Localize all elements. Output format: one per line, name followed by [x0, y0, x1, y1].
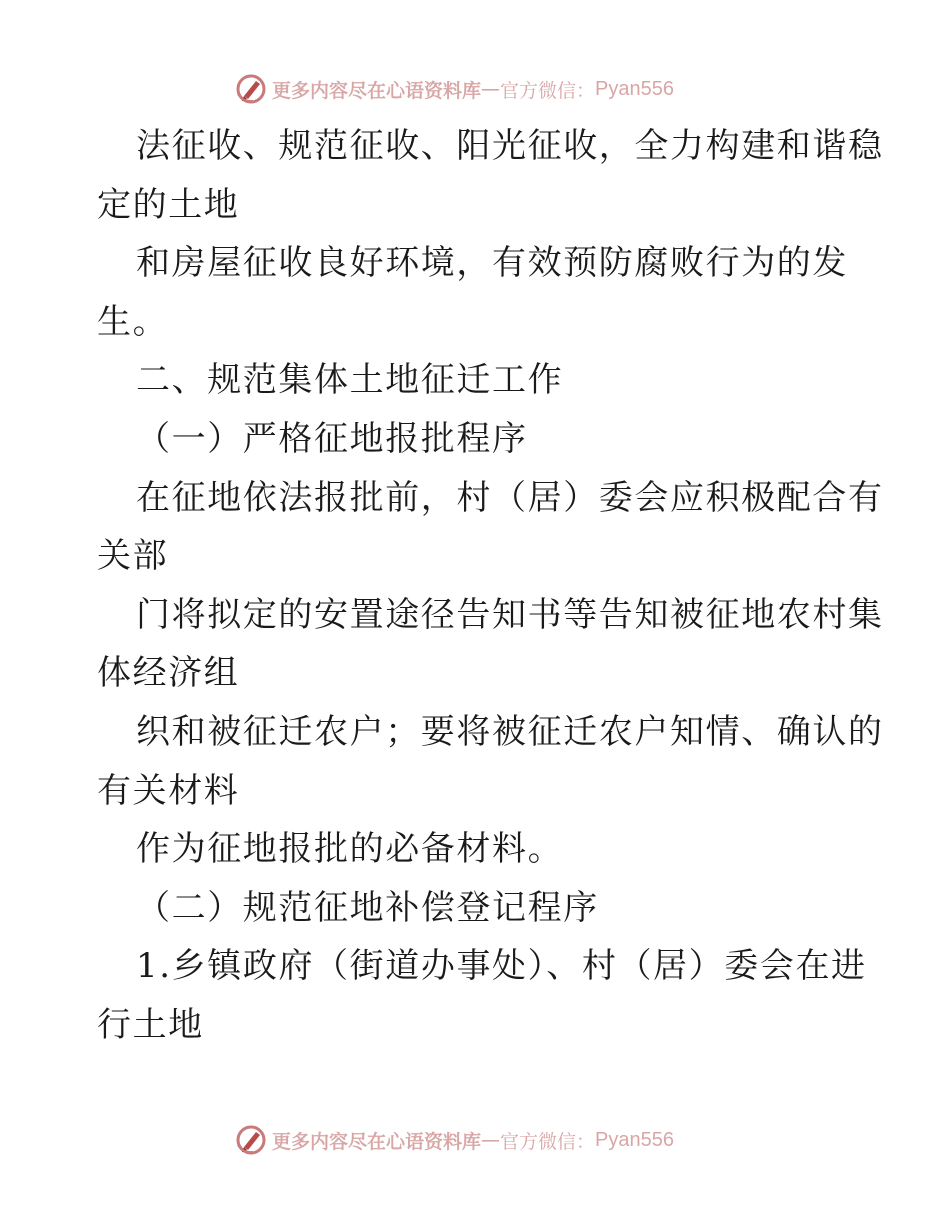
subsection-heading: （一）严格征地报批程序 [136, 418, 528, 459]
paragraph-line: 生。 [97, 301, 169, 342]
paragraph-line: 定的土地 [97, 184, 240, 225]
paragraph-line: 法征收、规范征收、阳光征收，全力构建和谐稳 [136, 126, 884, 166]
paragraph-line: 行土地 [97, 1004, 204, 1045]
pen-logo-icon [234, 1123, 268, 1157]
subsection-heading: （二）规范征地补偿登记程序 [136, 887, 599, 928]
paragraph-line: 和房屋征收良好环境，有效预防腐败行为的发 [136, 243, 848, 284]
document-body [97, 117, 884, 1055]
watermark-wechat-id: Pyan556 [595, 1128, 674, 1151]
watermark-site-name: 更多内容尽在心语资料库 [272, 79, 482, 102]
section-heading: 二、规范集体土地征迁工作 [136, 360, 564, 401]
paragraph-line: 作为征地报批的必备材料。 [136, 829, 564, 870]
paragraph-line: 体经济组 [97, 653, 240, 694]
paragraph-line: 关部 [97, 536, 169, 577]
watermark-wechat-id: Pyan556 [595, 77, 674, 100]
paragraph-line: 在征地依法报批前，村（居）委会应积极配合有 [136, 477, 884, 518]
pen-logo-icon [234, 72, 268, 106]
paragraph-line: 门将拟定的安置途径告知书等告知被征地农村集 [136, 594, 884, 635]
header-watermark [234, 71, 674, 107]
watermark-separator: — [481, 78, 501, 100]
paragraph-line: 织和被征迁农户；要将被征迁农户知情、确认的 [136, 711, 884, 752]
paragraph-line: 有关材料 [97, 770, 240, 811]
watermark-wechat-label: 官方微信： [500, 1130, 596, 1153]
footer-watermark [234, 1122, 674, 1158]
watermark-separator: — [481, 1129, 501, 1151]
paragraph-line: 1.乡镇政府（街道办事处）、村（居）委会在进 [136, 946, 867, 987]
watermark-wechat-label: 官方微信： [500, 79, 596, 102]
watermark-site-name: 更多内容尽在心语资料库 [272, 1130, 482, 1153]
